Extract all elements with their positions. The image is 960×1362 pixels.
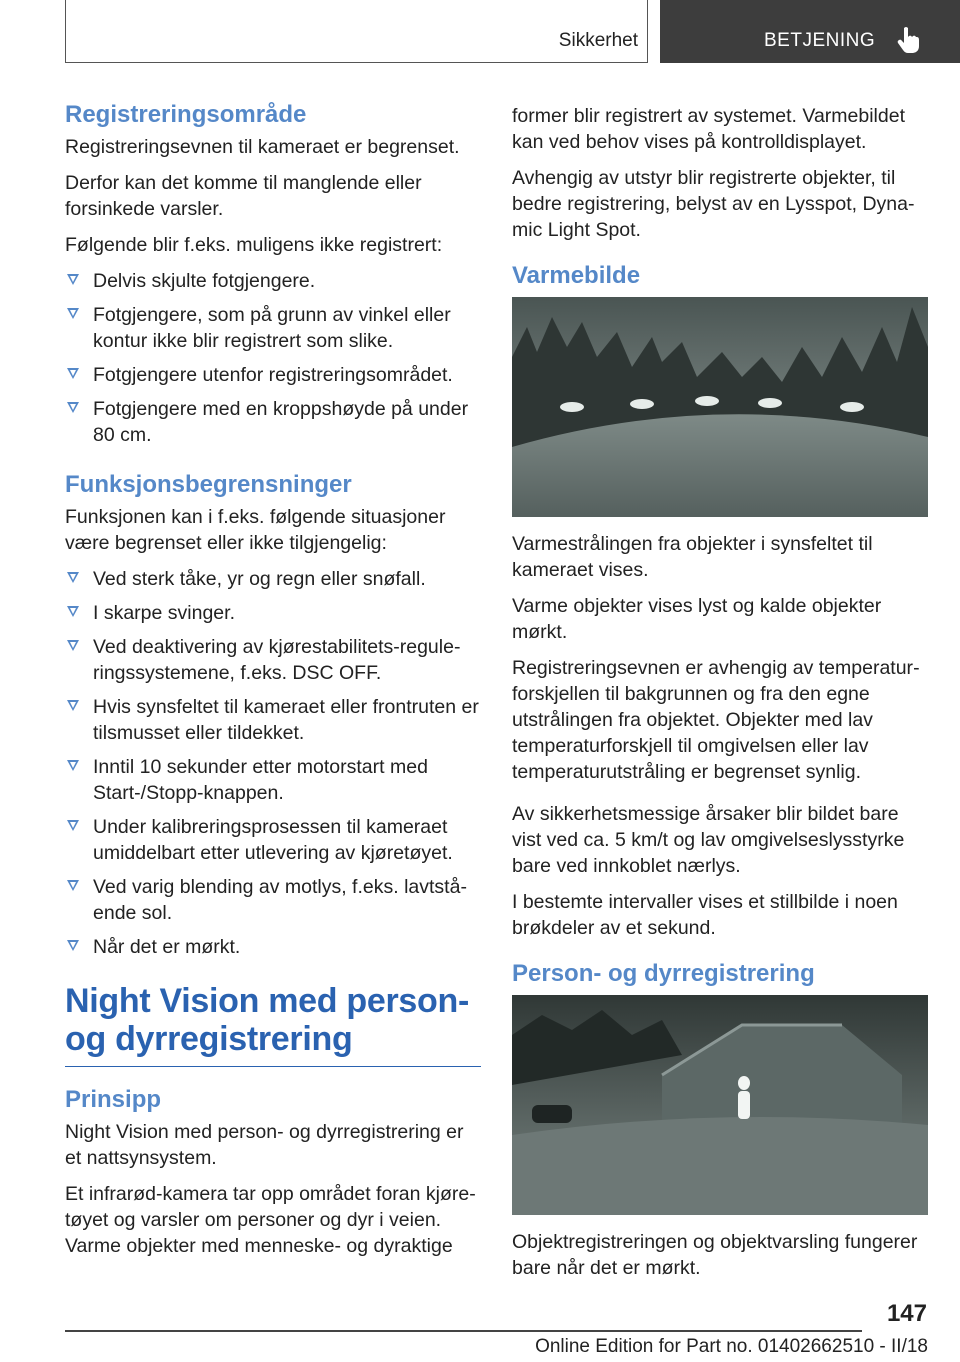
paragraph: Derfor kan det komme til manglende eller forsinkede varsler. <box>65 172 422 220</box>
bullet-triangle-icon <box>67 606 79 617</box>
thermal-image-animals <box>512 297 928 517</box>
chapter-title <box>65 982 481 1067</box>
paragraph: Varme objekter vises lyst og kalde objekter mørkt. <box>512 595 882 643</box>
bullet-triangle-icon <box>67 274 79 285</box>
paragraph: Et infrarød-kamera tar opp området foran kjøretøyet og varsler om personer og dyr i veien. Varme objekter med menneske- og dyraktige <box>65 1183 476 1257</box>
paragraph: Objektregistreringen og objektvarsling fungerer bare når det er mørkt. <box>512 1231 918 1279</box>
bullet-triangle-icon <box>67 940 79 951</box>
list-item: Ved varig blending av motlys, f.eks. lavtstående sol. <box>65 874 481 926</box>
list-item: Hvis synsfeltet til kameraet eller frontruten er tilsmusset eller tildekket. <box>65 694 481 746</box>
bullet-triangle-icon <box>67 572 79 583</box>
bullet-list <box>65 268 481 448</box>
list-item: Ved deaktivering av kjørestabilitets-reguleringssystemene, f.eks. DSC OFF. <box>65 634 481 686</box>
left-column <box>65 100 481 1269</box>
bullet-triangle-icon <box>67 760 79 771</box>
paragraph: Av sikkerhetsmessige årsaker blir bildet bare vist ved ca. 5 km/t og lav omgivelseslysstyrke bare ved innkoblet nærlys. <box>512 803 905 877</box>
paragraph: Varmestrålingen fra objekter i synsfeltet til kameraet vises. <box>512 533 873 581</box>
paragraph: Avhengig av utstyr blir registrerte objekter, til bedre registrering, belyst av en Lysspot, Dynamic Light Spot. <box>512 167 915 241</box>
paragraph: Night Vision med person- og dyrregistrering er et nattsynsystem. <box>65 1121 464 1169</box>
bullet-triangle-icon <box>67 880 79 891</box>
list-item: Fotgjengere, som på grunn av vinkel eller kontur ikke blir registrert som slike. <box>65 302 481 354</box>
bullet-list <box>65 566 481 960</box>
right-column <box>512 103 928 1291</box>
hand-pointer-icon <box>896 26 920 54</box>
heading-person-og-dyrregistrering: Person- og dyrregistrering <box>512 960 815 987</box>
chapter-title-line2: og dyrregistrering <box>65 1020 353 1058</box>
heading-prinsipp: Prinsipp <box>65 1086 162 1113</box>
bullet-triangle-icon <box>67 402 79 413</box>
bullet-triangle-icon <box>67 308 79 319</box>
header-chapter-tab <box>660 0 960 63</box>
list-item: Ved sterk tåke, yr og regn eller snøfall. <box>65 566 481 592</box>
list-item: Delvis skjulte fotgjengere. <box>65 268 481 294</box>
bullet-triangle-icon <box>67 700 79 711</box>
list-item: Fotgjengere utenfor registreringsområdet. <box>65 362 481 388</box>
heading-registreringsomrade: Registreringsområde <box>65 101 307 128</box>
heading-varmebilde: Varmebilde <box>512 262 641 289</box>
paragraph: Funksjonen kan i f.eks. følgende situasjoner være begrenset eller ikke tilgjengelig: <box>65 506 446 554</box>
paragraph: former blir registrert av systemet. Varmebildet kan ved behov vises på kontrolldisplayet. <box>512 105 905 153</box>
paragraph: Følgende blir f.eks. muligens ikke registrert: <box>65 234 443 256</box>
footer-edition: Online Edition for Part no. 01402662510 - II/18 <box>535 1336 928 1357</box>
thermal-image-pedestrian <box>512 995 928 1215</box>
paragraph: Registreringsevnen til kameraet er begrenset. <box>65 136 460 158</box>
bullet-triangle-icon <box>67 368 79 379</box>
list-item: Under kalibreringsprosessen til kameraet umiddelbart etter utlevering av kjøretøyet. <box>65 814 481 866</box>
paragraph: I bestemte intervaller vises et stillbilde i noen brøkdeler av et sekund. <box>512 891 898 939</box>
list-item: I skarpe svinger. <box>65 600 481 626</box>
header-chapter-label: BETJENING <box>764 30 876 51</box>
list-item: Inntil 10 sekunder etter motorstart med Start-/Stopp-knappen. <box>65 754 481 806</box>
header-section-label: Sikkerhet <box>558 30 638 51</box>
page-number: 147 <box>886 1300 927 1327</box>
footer-divider <box>65 1330 862 1332</box>
list-item: Fotgjengere med en kroppshøyde på under 80 cm. <box>65 396 481 448</box>
list-item: Når det er mørkt. <box>65 934 481 960</box>
bullet-triangle-icon <box>67 640 79 651</box>
chapter-title-line1: Night Vision med person- <box>65 982 469 1020</box>
bullet-triangle-icon <box>67 820 79 831</box>
paragraph: Registreringsevnen er avhengig av temperaturforskjellen til bakgrunnen og fra den egne utstrålingen fra objektet. Objekter med lav temperaturforskjell til omgivelsen eller lav temperaturutstråling er begrenset synlig. <box>512 657 920 783</box>
heading-funksjonsbegrensninger: Funksjonsbegrensninger <box>65 471 352 498</box>
